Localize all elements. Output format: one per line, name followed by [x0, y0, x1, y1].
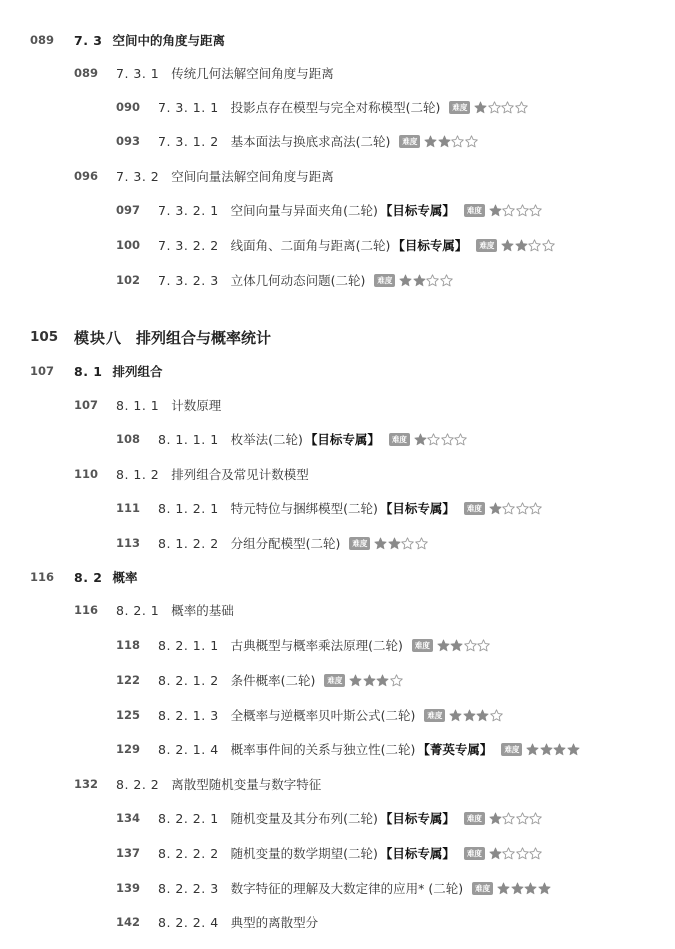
section-number: 8. 2. 1	[116, 602, 160, 618]
difficulty-rating	[399, 274, 453, 287]
page-number: 129	[116, 742, 141, 756]
page-number: 107	[74, 398, 99, 412]
page-number: 089	[74, 66, 99, 80]
toc-entry[interactable]	[116, 704, 503, 726]
star-empty-icon	[515, 101, 528, 114]
star-empty-icon	[427, 433, 440, 446]
toc-entry[interactable]	[116, 428, 468, 450]
page-number: 100	[116, 238, 141, 252]
section-number: 8. 1	[74, 363, 103, 379]
toc-entry[interactable]	[116, 130, 478, 152]
difficulty-badge: 难度	[389, 433, 410, 446]
page-number: 097	[116, 203, 141, 217]
section-number: 8. 2. 1. 2	[158, 672, 219, 688]
toc-entry[interactable]	[116, 807, 543, 829]
star-filled-icon	[424, 135, 437, 148]
star-empty-icon	[502, 812, 515, 825]
page-number: 093	[116, 134, 141, 148]
star-filled-icon	[414, 433, 427, 446]
section-title: 空间中的角度与距离	[112, 33, 226, 48]
toc-entry[interactable]	[116, 634, 491, 656]
star-empty-icon	[528, 239, 541, 252]
difficulty-rating	[497, 882, 551, 895]
section-title: 空间向量法解空间角度与距离	[171, 169, 334, 184]
page-number: 090	[116, 100, 141, 114]
star-filled-icon	[501, 239, 514, 252]
toc-entry[interactable]	[30, 566, 138, 588]
difficulty-badge: 难度	[464, 502, 485, 515]
star-filled-icon	[524, 882, 537, 895]
difficulty-badge: 难度	[464, 847, 485, 860]
toc-entry[interactable]	[116, 497, 543, 519]
star-empty-icon	[440, 274, 453, 287]
section-number: 7. 3. 2. 1	[158, 202, 219, 218]
star-filled-icon	[526, 743, 539, 756]
star-empty-icon	[477, 639, 490, 652]
toc-entry[interactable]	[30, 326, 271, 348]
section-title: 立体几何动态问题(二轮)	[230, 273, 366, 288]
star-filled-icon	[497, 882, 510, 895]
toc-entry[interactable]	[116, 199, 543, 221]
star-empty-icon	[502, 847, 515, 860]
section-title: 条件概率(二轮)	[230, 673, 316, 688]
star-empty-icon	[451, 135, 464, 148]
section-number: 8. 2	[74, 569, 103, 585]
star-empty-icon	[502, 502, 515, 515]
page-number: 111	[116, 501, 141, 515]
difficulty-rating	[374, 537, 428, 550]
star-filled-icon	[437, 639, 450, 652]
toc-entry[interactable]	[116, 877, 551, 899]
difficulty-badge: 难度	[501, 743, 522, 756]
star-empty-icon	[516, 847, 529, 860]
star-empty-icon	[502, 204, 515, 217]
page-number: 105	[30, 329, 59, 345]
star-filled-icon	[511, 882, 524, 895]
section-title: 典型的离散型分	[230, 915, 319, 930]
star-empty-icon	[529, 502, 542, 515]
toc-entry[interactable]	[116, 738, 580, 760]
difficulty-badge: 难度	[399, 135, 420, 148]
star-filled-icon	[538, 882, 551, 895]
star-empty-icon	[390, 674, 403, 687]
star-filled-icon	[553, 743, 566, 756]
section-number: 8. 1. 2	[116, 466, 160, 482]
exclusive-tag: 【目标专属】	[304, 432, 380, 447]
section-number: 8. 2. 1. 4	[158, 741, 219, 757]
difficulty-rating	[437, 639, 491, 652]
section-number: 7. 3. 2. 2	[158, 237, 219, 253]
exclusive-tag: 【目标专属】	[379, 501, 455, 516]
star-filled-icon	[449, 709, 462, 722]
star-empty-icon	[465, 135, 478, 148]
star-filled-icon	[376, 674, 389, 687]
star-filled-icon	[489, 812, 502, 825]
section-number: 8. 2. 2. 4	[158, 914, 219, 930]
section-number: 8. 2. 1. 1	[158, 637, 219, 653]
section-title: 枚举法(二轮)	[230, 432, 303, 447]
toc-entry[interactable]	[116, 96, 528, 118]
star-filled-icon	[489, 204, 502, 217]
section-title: 分组分配模型(二轮)	[230, 536, 341, 551]
page-number: 116	[30, 570, 55, 584]
star-empty-icon	[415, 537, 428, 550]
star-filled-icon	[438, 135, 451, 148]
toc-entry[interactable]	[116, 669, 403, 691]
section-number: 8. 1. 1	[116, 397, 160, 413]
difficulty-badge: 难度	[374, 274, 395, 287]
exclusive-tag: 【目标专属】	[392, 238, 468, 253]
page-number: 089	[30, 33, 55, 47]
page-number: 116	[74, 603, 99, 617]
difficulty-rating	[501, 239, 555, 252]
star-empty-icon	[529, 847, 542, 860]
section-title: 全概率与逆概率贝叶斯公式(二轮)	[230, 708, 416, 723]
star-empty-icon	[464, 639, 477, 652]
toc-entry[interactable]	[74, 62, 334, 84]
star-filled-icon	[540, 743, 553, 756]
star-filled-icon	[388, 537, 401, 550]
difficulty-badge: 难度	[349, 537, 370, 550]
difficulty-rating	[526, 743, 580, 756]
section-title: 空间向量与异面夹角(二轮)	[230, 203, 378, 218]
difficulty-rating	[489, 502, 543, 515]
section-title: 离散型随机变量与数字特征	[171, 777, 322, 792]
exclusive-tag: 【目标专属】	[379, 811, 455, 826]
star-empty-icon	[516, 204, 529, 217]
star-empty-icon	[501, 101, 514, 114]
page-number: 108	[116, 432, 141, 446]
star-filled-icon	[474, 101, 487, 114]
star-filled-icon	[476, 709, 489, 722]
toc-entry[interactable]	[74, 773, 321, 795]
difficulty-badge: 难度	[324, 674, 345, 687]
difficulty-badge: 难度	[412, 639, 433, 652]
star-filled-icon	[515, 239, 528, 252]
section-title: 基本面法与换底求高法(二轮)	[230, 134, 391, 149]
section-title: 随机变量的数学期望(二轮)	[230, 846, 378, 861]
toc-entry[interactable]	[116, 234, 555, 256]
section-number: 8. 2. 2. 2	[158, 845, 219, 861]
difficulty-rating	[489, 204, 543, 217]
page-number: 125	[116, 708, 141, 722]
difficulty-rating	[424, 135, 478, 148]
difficulty-rating	[489, 812, 543, 825]
toc-entry[interactable]	[74, 463, 309, 485]
difficulty-badge: 难度	[476, 239, 497, 252]
section-number: 8. 2. 1. 3	[158, 707, 219, 723]
exclusive-tag: 【目标专属】	[379, 846, 455, 861]
star-filled-icon	[567, 743, 580, 756]
page-number: 132	[74, 777, 99, 791]
page-number: 142	[116, 915, 141, 929]
section-title: 概率的基础	[171, 603, 234, 618]
star-empty-icon	[542, 239, 555, 252]
section-number: 8. 1. 2. 2	[158, 535, 219, 551]
difficulty-badge: 难度	[449, 101, 470, 114]
difficulty-rating	[489, 847, 543, 860]
difficulty-badge: 难度	[464, 204, 485, 217]
difficulty-rating	[349, 674, 403, 687]
section-title: 线面角、二面角与距离(二轮)	[230, 238, 391, 253]
page-number: 096	[74, 169, 99, 183]
star-empty-icon	[516, 812, 529, 825]
section-number: 8. 1. 2. 1	[158, 500, 219, 516]
star-empty-icon	[441, 433, 454, 446]
section-number: 模块八	[74, 328, 123, 347]
page-number: 113	[116, 536, 141, 550]
star-filled-icon	[374, 537, 387, 550]
toc-entry[interactable]	[74, 394, 221, 416]
page-number: 110	[74, 467, 99, 481]
star-filled-icon	[399, 274, 412, 287]
page-number: 118	[116, 638, 141, 652]
star-empty-icon	[529, 204, 542, 217]
star-filled-icon	[450, 639, 463, 652]
star-empty-icon	[401, 537, 414, 550]
section-title: 概率事件间的关系与独立性(二轮)	[230, 742, 416, 757]
star-empty-icon	[516, 502, 529, 515]
section-title: 随机变量及其分布列(二轮)	[230, 811, 378, 826]
section-number: 8. 2. 2. 1	[158, 810, 219, 826]
section-title: 排列组合	[112, 364, 163, 379]
toc-entry[interactable]	[74, 165, 334, 187]
difficulty-badge: 难度	[424, 709, 445, 722]
star-filled-icon	[463, 709, 476, 722]
exclusive-tag: 【菁英专属】	[417, 742, 493, 757]
section-title: 特元特位与捆绑模型(二轮)	[230, 501, 378, 516]
difficulty-rating	[414, 433, 468, 446]
toc-entry[interactable]	[116, 911, 318, 933]
page-number: 102	[116, 273, 141, 287]
difficulty-rating	[474, 101, 528, 114]
toc-entry[interactable]	[116, 269, 453, 291]
section-title: 排列组合与概率统计	[136, 328, 272, 347]
exclusive-tag: 【目标专属】	[379, 203, 455, 218]
star-empty-icon	[426, 274, 439, 287]
page-number: 139	[116, 881, 141, 895]
section-number: 7. 3. 1. 2	[158, 133, 219, 149]
section-number: 7. 3. 1	[116, 65, 160, 81]
star-filled-icon	[489, 502, 502, 515]
section-title: 计数原理	[171, 398, 222, 413]
section-title: 古典概型与概率乘法原理(二轮)	[230, 638, 403, 653]
section-number: 7. 3	[74, 32, 103, 48]
toc-entry[interactable]	[30, 360, 163, 382]
section-title: 排列组合及常见计数模型	[171, 467, 309, 482]
star-empty-icon	[488, 101, 501, 114]
section-number: 7. 3. 2	[116, 168, 160, 184]
page-number: 137	[116, 846, 141, 860]
star-filled-icon	[349, 674, 362, 687]
star-empty-icon	[529, 812, 542, 825]
page-number: 122	[116, 673, 141, 687]
section-number: 7. 3. 2. 3	[158, 272, 219, 288]
toc-entry[interactable]	[30, 29, 225, 51]
difficulty-badge: 难度	[464, 812, 485, 825]
star-empty-icon	[454, 433, 467, 446]
toc-entry[interactable]	[74, 599, 234, 621]
section-number: 7. 3. 1. 1	[158, 99, 219, 115]
star-filled-icon	[363, 674, 376, 687]
section-number: 8. 1. 1. 1	[158, 431, 219, 447]
section-title: 传统几何法解空间角度与距离	[171, 66, 334, 81]
toc-entry[interactable]	[116, 842, 543, 864]
section-title: 数字特征的理解及大数定律的应用* (二轮)	[230, 881, 464, 896]
section-number: 8. 2. 2	[116, 776, 160, 792]
page-number: 134	[116, 811, 141, 825]
star-filled-icon	[413, 274, 426, 287]
star-filled-icon	[489, 847, 502, 860]
section-title: 投影点存在模型与完全对称模型(二轮)	[230, 100, 441, 115]
section-title: 概率	[112, 570, 138, 585]
difficulty-badge: 难度	[472, 882, 493, 895]
section-number: 8. 2. 2. 3	[158, 880, 219, 896]
star-empty-icon	[490, 709, 503, 722]
difficulty-rating	[449, 709, 503, 722]
toc-entry[interactable]	[116, 532, 428, 554]
page-number: 107	[30, 364, 55, 378]
